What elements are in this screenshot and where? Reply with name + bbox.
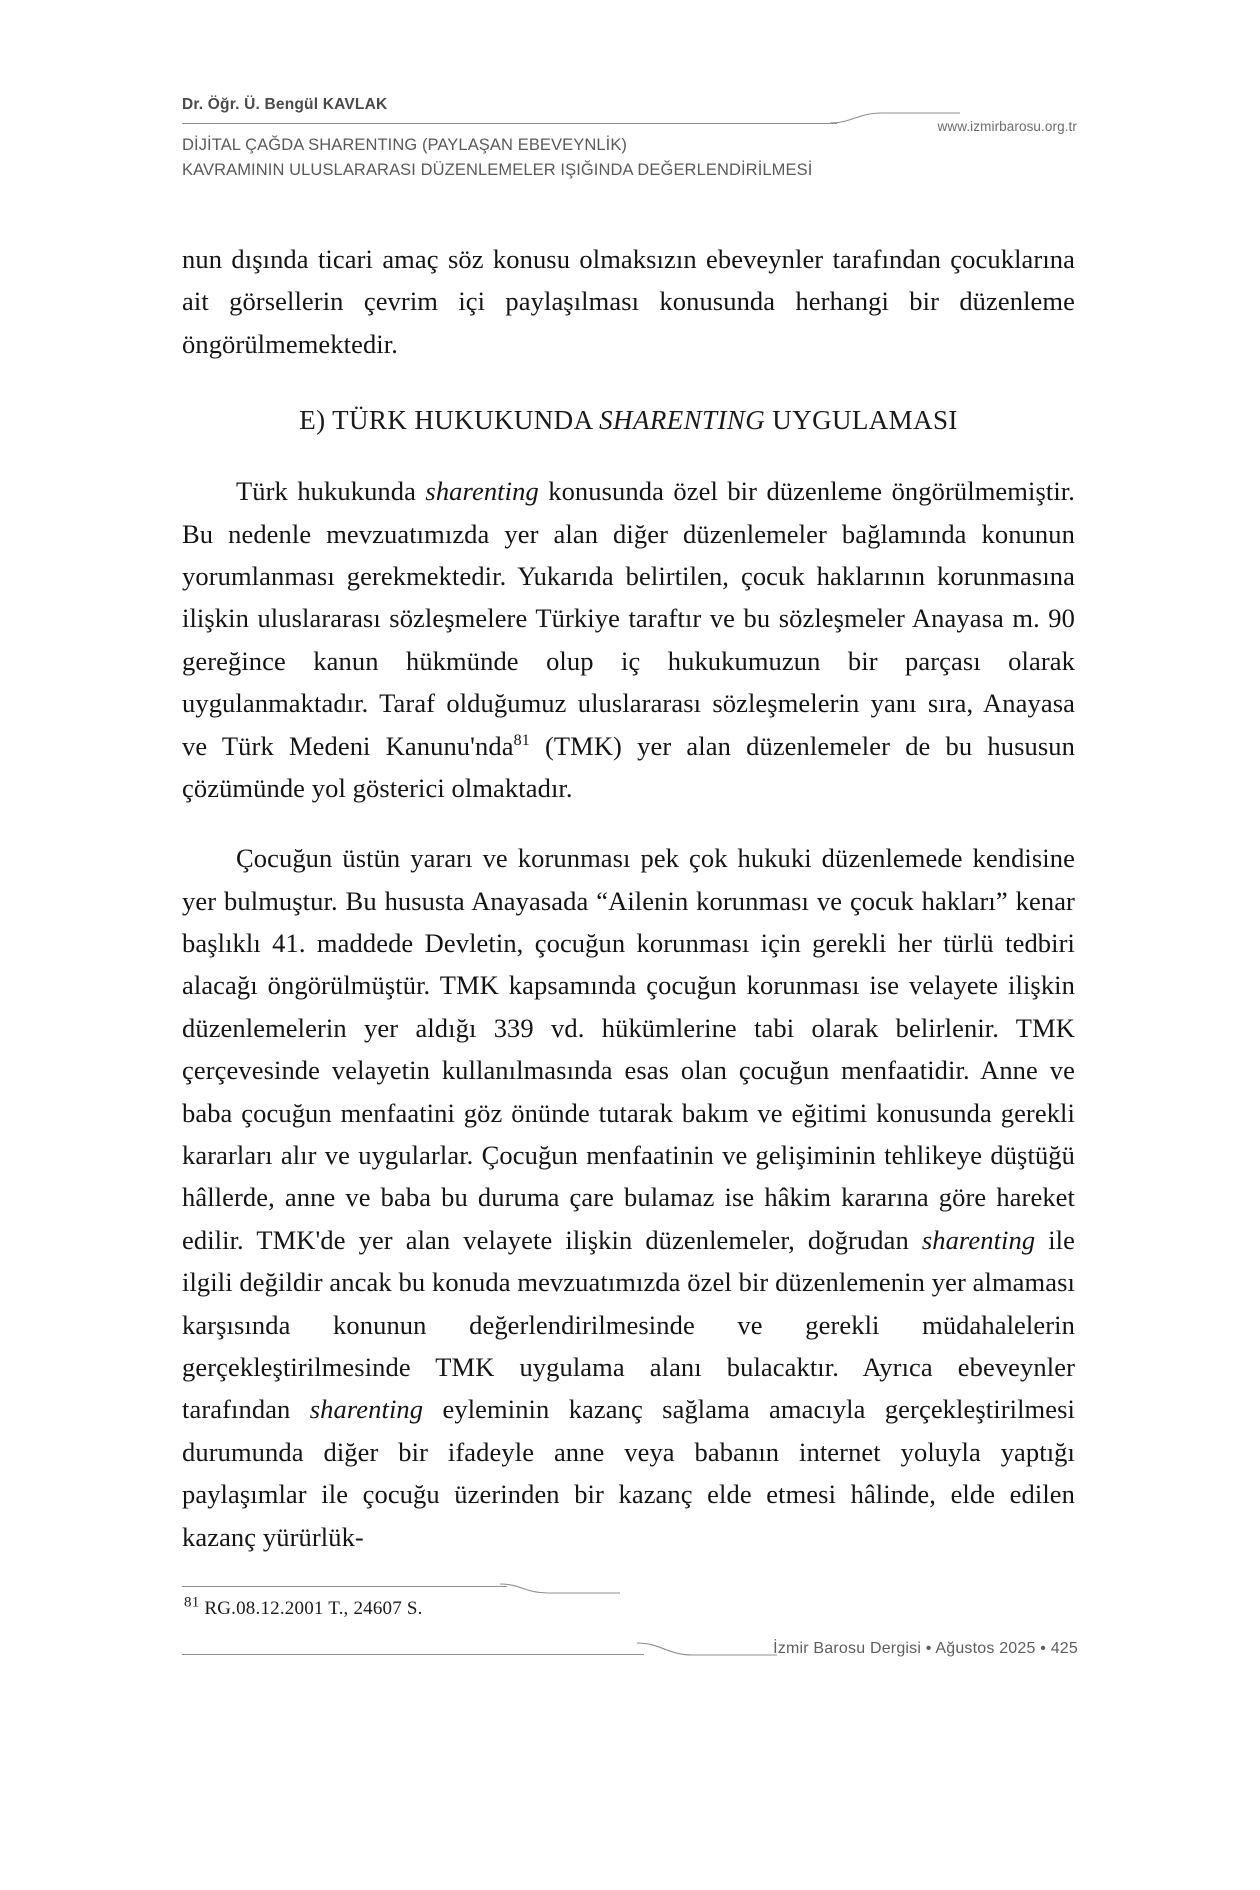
footer-divider-line — [182, 1654, 644, 1655]
para2-seg2: konusunda özel bir düzenleme öngörülmemiştir. Bu nedenle mevzuatımızda yer alan diğer düzenlemeler bağlamında konunun yorumlanması gerekmektedir. Yukarıda belirtilen, çocuk haklarının korunmasına ilişkin uluslararası sözleşmelere Türkiye taraftır ve bu sözleşmeler Anayasa m. 90 gereğince kanun hükmünde olup iç hukukumuzun bir parçası olarak uygulanmaktadır. Taraf olduğumuz uluslararası sözleşmelerin yanı sıra, Anayasa ve Türk Medeni Kanunu'nda — [182, 476, 1075, 761]
footer-journal-info: İzmir Barosu Dergisi • Ağustos 2025 • 425 — [773, 1640, 1078, 1657]
footnote-divider-line — [182, 1586, 507, 1587]
para3-seg2: ile ilgili değildir ancak bu konuda mevzuatımızda özel bir düzenlemenin yer almaması karşısında konunun değerlendirilmesinde ve gerekli müdahalelerin gerçekleştirilmesinde TMK uygulama alanı bulacaktır. Ayrıca ebeveynler tarafından — [182, 1224, 1075, 1425]
section-heading-prefix: E) TÜRK HUKUKUNDA — [299, 405, 600, 436]
para3-seg1: Çocuğun üstün yararı ve korunması pek çok hukuki düzenlemede kendisine yer bulmuştur. Bu hususta Anayasada “Ailenin korunması ve çocuk hakları” kenar başlıklı 41. maddede Devletin, çocuğun korunması için gerekli her türlü tedbiri alacağı öngörülmüştür. TMK kapsamında çocuğun korunması ise velayete ilişkin düzenlemelerin yer aldığı 339 vd. hükümlerine tabi olarak belirlenir. TMK çerçevesinde velayetin kullanılmasında esas olan çocuğun menfaatidir. Anne ve baba çocuğun menfaatini göz önünde tutarak bakım ve eğitimi konusunda gerekli kararları alır ve uygularlar. Çocuğun menfaatinin ve gelişiminin tehlikeye düştüğü hâllerde, anne ve baba bu duruma çare bulamaz ise hâkim kararına göre hareket edilir. TMK'de yer alan velayete ilişkin düzenlemeler, doğrudan — [182, 843, 1075, 1255]
para2-italic-sharenting: sharenting — [425, 476, 539, 507]
header-divider-line — [182, 123, 837, 124]
paragraph-turkish-law-intro — [182, 470, 1075, 809]
footnote-marker: 81 — [184, 1594, 200, 1611]
footnote-divider — [182, 1578, 602, 1598]
header-article-title-line1: DİJİTAL ÇAĞDA SHARENTING (PAYLAŞAN EBEVEYNLİK) — [182, 136, 628, 154]
para3-italic-sharenting-1: sharenting — [921, 1224, 1036, 1255]
footnote-reference-81[interactable]: 81 — [513, 731, 530, 749]
header-article-title — [182, 133, 1077, 183]
footnote-text: RG.08.12.2001 T., 24607 S. — [204, 1598, 423, 1619]
section-heading-suffix: UYGULAMASI — [765, 405, 958, 436]
page-footer — [182, 1640, 1078, 1662]
paragraph-continuation: nun dışında ticari amaç söz konusu olmaksızın ebeveynler tarafından çocuklarına ait görsellerin çevrim içi paylaşılması konusunda herhangi bir düzenleme öngörülmemektedir. — [182, 244, 1075, 359]
page-header — [182, 96, 1077, 183]
header-divider — [182, 119, 1077, 134]
para3-seg3: eyleminin kazanç sağlama amacıyla gerçekleştirilmesi durumunda diğer bir ifadeyle anne veya babanın internet yoluyla yaptığı paylaşımlar ile çocuğu üzerinden bir kazanç elde etmesi hâlinde, elde edilen kazanç yürürlük- — [182, 1394, 1075, 1552]
footnote-divider-curve-icon — [500, 1576, 620, 1596]
section-heading-italic: SHARENTING — [599, 405, 766, 436]
header-author: Dr. Öğr. Ü. Bengül KAVLAK — [182, 96, 388, 113]
para3-italic-sharenting-2: sharenting — [309, 1394, 424, 1425]
paragraph-child-best-interest — [182, 837, 1075, 1558]
section-heading — [182, 405, 1075, 436]
footer-divider-curve-icon — [637, 1634, 777, 1658]
header-article-title-line2: KAVRAMININ ULUSLARARASI DÜZENLEMELER IŞIĞINDA DEĞERLENDİRİLMESİ — [182, 161, 813, 180]
para2-seg1: Türk hukukunda — [236, 476, 426, 507]
para2-seg3: (TMK) yer alan düzenlemeler de bu hususun çözümünde yol gösterici olmaktadır. — [182, 730, 1075, 803]
article-body — [182, 238, 1075, 1558]
footnote-entry — [184, 1594, 884, 1620]
header-website-url: www.izmirbarosu.org.tr — [937, 119, 1077, 134]
